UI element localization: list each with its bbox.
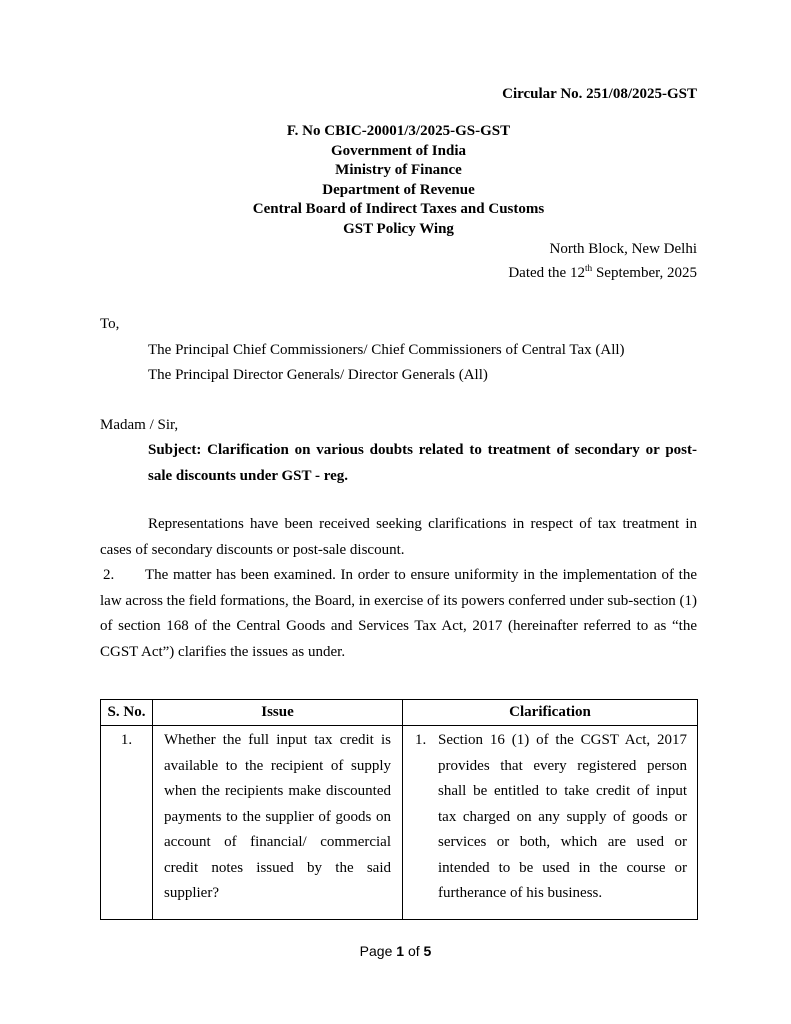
paragraph-2 bbox=[100, 563, 697, 665]
clarification-item-text: Section 16 (1) of the CGST Act, 2017 provides that every registered person shall be entitled to take credit of input tax charged on any supply of goods or services or both, which are used or intended to be used in the course or furtherance of his business. bbox=[438, 732, 687, 901]
paragraph-2-text: The matter has been examined. In order to ensure uniformity in the implementation of the law across the field formations, the Board, in exercise of its powers conferred under sub-section (1) of section 168 of the Central Goods and Services Tax Act, 2017 (hereinafter referred to as “the CGST Act”) clarifies the issues as under. bbox=[100, 567, 697, 660]
addressee-line: The Principal Director Generals/ Director Generals (All) bbox=[148, 367, 488, 383]
page-footer bbox=[0, 943, 791, 960]
table-cell-clarification bbox=[403, 726, 698, 920]
letterhead-line-govt: Government of India bbox=[331, 142, 466, 159]
clarification-item bbox=[415, 728, 687, 907]
circular-number: Circular No. 251/08/2025-GST bbox=[502, 86, 697, 102]
paragraph-2-number: 2. bbox=[103, 567, 115, 583]
letterhead-line-wing: GST Policy Wing bbox=[343, 220, 454, 237]
table-cell-sno: 1. bbox=[101, 726, 153, 920]
addressee-line: The Principal Chief Commissioners/ Chief Commissioners of Central Tax (All) bbox=[148, 341, 625, 358]
table-row bbox=[101, 726, 698, 920]
letterhead-line-ministry: Ministry of Finance bbox=[335, 162, 462, 178]
date-prefix: Dated the 12 bbox=[508, 265, 585, 281]
letterhead bbox=[100, 122, 697, 239]
place-line: North Block, New Delhi bbox=[549, 241, 697, 257]
letterhead-line-department: Department of Revenue bbox=[322, 181, 475, 198]
footer-page-label: Page bbox=[359, 943, 397, 959]
footer-page-number: 1 bbox=[396, 943, 405, 959]
subject-line: Subject: Clarification on various doubts related to treatment of secondary or post-sale discounts under GST - reg. bbox=[148, 442, 697, 484]
date-ordinal-suffix: th bbox=[584, 264, 593, 274]
table-cell-issue: Whether the full input tax credit is available to the recipient of supply when the recipients make discounted payments to the supplier of goods on account of financial/ commercial credit notes issued by the said supplier? bbox=[153, 726, 403, 920]
clarification-table bbox=[100, 699, 698, 920]
table-header-row bbox=[101, 700, 698, 726]
to-label: To, bbox=[100, 316, 120, 332]
date-suffix: September, 2025 bbox=[592, 265, 697, 281]
salutation: Madam / Sir, bbox=[100, 416, 179, 433]
date-line bbox=[100, 260, 697, 286]
paragraph-1: Representations have been received seeking clarifications in respect of tax treatment in cases of secondary discounts or post-sale discount. bbox=[100, 516, 697, 558]
table-header-sno: S. No. bbox=[101, 700, 153, 726]
clarification-item-number: 1. bbox=[415, 732, 427, 748]
letterhead-line-board: Central Board of Indirect Taxes and Customs bbox=[252, 201, 545, 217]
footer-page-total: 5 bbox=[423, 943, 432, 959]
table-header-clarification: Clarification bbox=[403, 700, 698, 726]
file-number: F. No CBIC-20001/3/2025-GS-GST bbox=[286, 123, 511, 139]
footer-of-label: of bbox=[404, 943, 424, 959]
table-header-issue: Issue bbox=[153, 700, 403, 726]
